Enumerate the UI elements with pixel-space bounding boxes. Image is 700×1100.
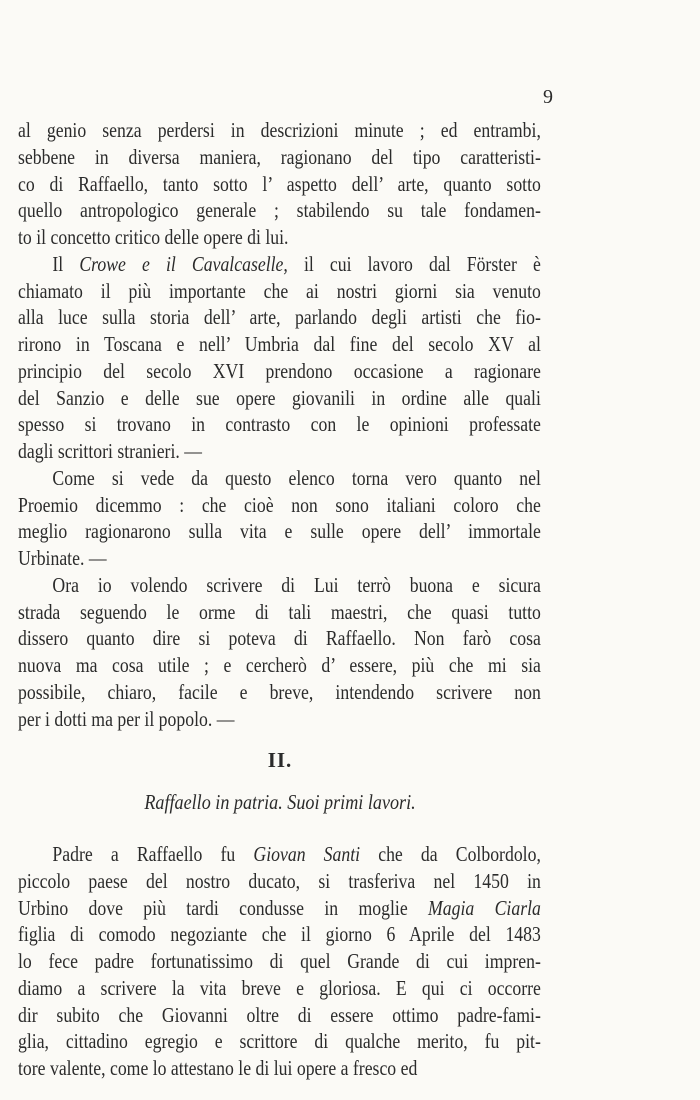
text-line: meglio ragionarono sulla vita e sulle opere dell’ immortale [18,521,541,544]
text-run: Il [52,253,80,276]
text-run: che da Colbordolo, [360,844,541,866]
text-line: figlia di comodo negoziante che il giorno 6 Aprile del 1483 [18,924,541,947]
text-line: alla luce sulla storia dell’ arte, parlando degli artisti che fio- [18,307,541,330]
text-line: nuova ma cosa utile ; e cercherò d’ essere, più che mi sia [18,655,541,677]
text-line: dissero quanto dire si poteva di Raffaello. Non farò cosa [18,628,541,651]
italic-run: Crowe e il Cavalcaselle, [79,253,288,276]
text-run: Urbino dove più tardi condusse in moglie [18,897,429,920]
text-line: tore valente, come lo attestano le di lui opere a fresco ed [18,1058,418,1080]
italic-run: Giovan Santi [253,844,361,866]
text-line: to il concetto critico delle opere di lui. [18,227,289,249]
text-run: il cui lavoro dal Förster è [287,253,541,276]
page-number: 9 [543,86,553,108]
text-line: al genio senza perdersi in descrizioni minute ; ed entrambi, [18,120,541,142]
text-line: Proemio dicemmo : che cioè non sono italiani coloro che [18,494,541,517]
text-line: Come si vede da questo elenco torna vero quanto nel [52,467,541,490]
text-line: principio del secolo XVI prendono occasione a ragionare [18,360,541,383]
text-line: sebbene in diversa maniera, ragionano del tipo caratteristi- [18,146,541,169]
text-line: per i dotti ma per il popolo. — [18,708,235,731]
text-line: dagli scrittori stranieri. — [18,441,202,463]
text-line [18,842,541,869]
text-run: Padre a Raffaello fu [52,844,254,866]
text-block-bottom [18,842,541,1083]
text-line: diamo a scrivere la vita breve e gloriosa. E qui ci occorre [18,977,541,1000]
text-line: quello antropologico generale ; stabilendo su tale fondamen- [18,200,541,223]
text-line: Ora io volendo scrivere di Lui terrò buona e sicura [52,574,541,597]
text-line: del Sanzio e delle sue opere giovanili in ordine alle quali [18,387,541,410]
text-line: glia, cittadino egregio e scrittore di qualche merito, fu pit- [18,1031,541,1054]
text-line: spesso si trovano in contrasto con le opinioni professate [18,414,541,437]
text-line: chiamato il più importante che ai nostri giorni sia venuto [18,280,541,303]
section-title: Raffaello in patria. Suoi primi lavori. [144,792,416,814]
text-line: strada seguendo le orme di tali maestri, che quasi tutto [18,601,541,624]
text-line: dir subito che Giovanni oltre di essere ottimo padre-fami- [18,1004,541,1027]
text-line: co di Raffaello, tanto sotto l’ aspetto dell’ arte, quanto sotto [18,173,541,196]
text-line: piccolo paese del nostro ducato, si trasferiva nel 1450 in [18,870,541,893]
text-block-top [18,118,541,733]
text-line: rirono in Toscana e nell’ Umbria dal fine del secolo XV al [18,334,541,356]
text-line [18,896,541,923]
section-number: II. [267,748,293,772]
italic-run: Magia Ciarla [428,897,541,920]
text-line: lo fece padre fortunatissimo di quel Grande di cui impren- [18,951,541,973]
text-line [18,252,541,279]
text-line: possibile, chiaro, facile e breve, intendendo scrivere non [18,681,541,704]
text-line: Urbinate. — [18,548,107,570]
